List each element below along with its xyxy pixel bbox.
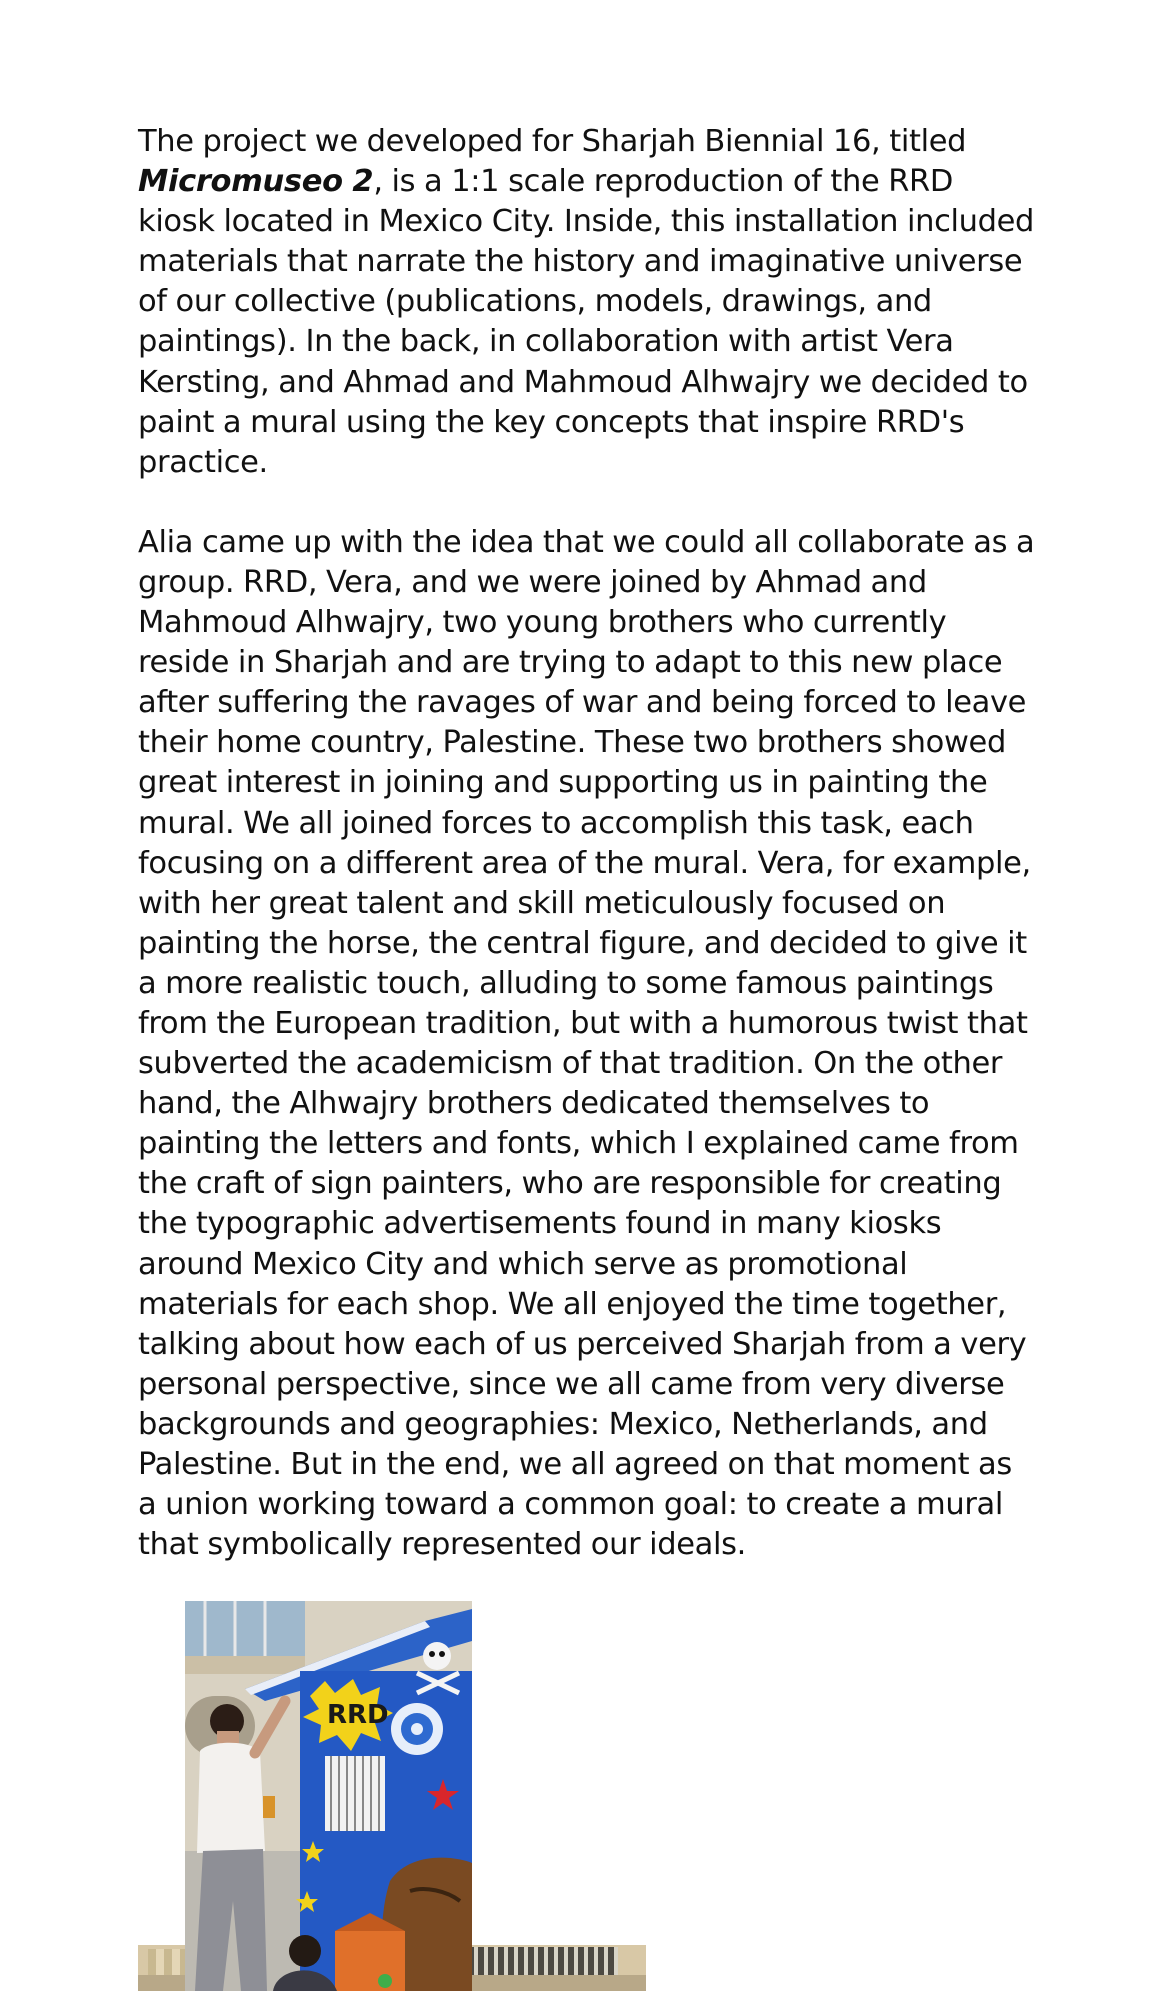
paragraph-1 bbox=[138, 122, 1038, 483]
mural-text: RRD bbox=[327, 1700, 389, 1730]
work-title: Micromuseo 2 bbox=[138, 164, 374, 200]
mural-painting-photo bbox=[185, 1601, 472, 1991]
paragraph-1-intro: The project we developed for Sharjah Biennial 16, titled bbox=[138, 124, 967, 159]
paragraph-1-rest: , is a 1:1 scale reproduction of the RRD kiosk located in Mexico City. Inside, this installation included materials that narrate the history and imaginative universe of our collective (publications, models, drawings, and paintings). In the back, in collaboration with artist Vera Kersting, and Ahmad and Mahmoud Alhwajry we decided to paint a mural using the key concepts that inspire RRD's practice. bbox=[138, 164, 1035, 480]
article-body bbox=[138, 122, 1038, 1565]
paragraph-2: Alia came up with the idea that we could all collaborate as a group. RRD, Vera, and we were joined by Ahmad and Mahmoud Alhwajry, two young brothers who currently reside in Sharjah and are trying to adapt to this new place after suffering the ravages of war and being forced to leave their home country, Palestine. These two brothers showed great interest in joining and supporting us in painting the mural. We all joined forces to accomplish this task, each focusing on a different area of the mural. Vera, for example, with her great talent and skill meticulously focused on painting the horse, the central figure, and decided to give it a more realistic touch, alluding to some famous paintings from the European tradition, but with a humorous twist that subverted the academicism of that tradition. On the other hand, the Alhwajry brothers dedicated themselves to painting the letters and fonts, which I explained came from the craft of sign painters, who are responsible for creating the typographic advertisements found in many kiosks around Mexico City and which serve as promotional materials for each shop. We all enjoyed the time together, talking about how each of us perceived Sharjah from a very personal perspective, since we all came from very diverse backgrounds and geographies: Mexico, Netherlands, and Palestine. But in the end, we all agreed on that moment as a union working toward a common goal: to create a mural that symbolically represented our ideals. bbox=[138, 524, 1035, 1563]
mural-painting-illustration bbox=[185, 1601, 472, 1991]
